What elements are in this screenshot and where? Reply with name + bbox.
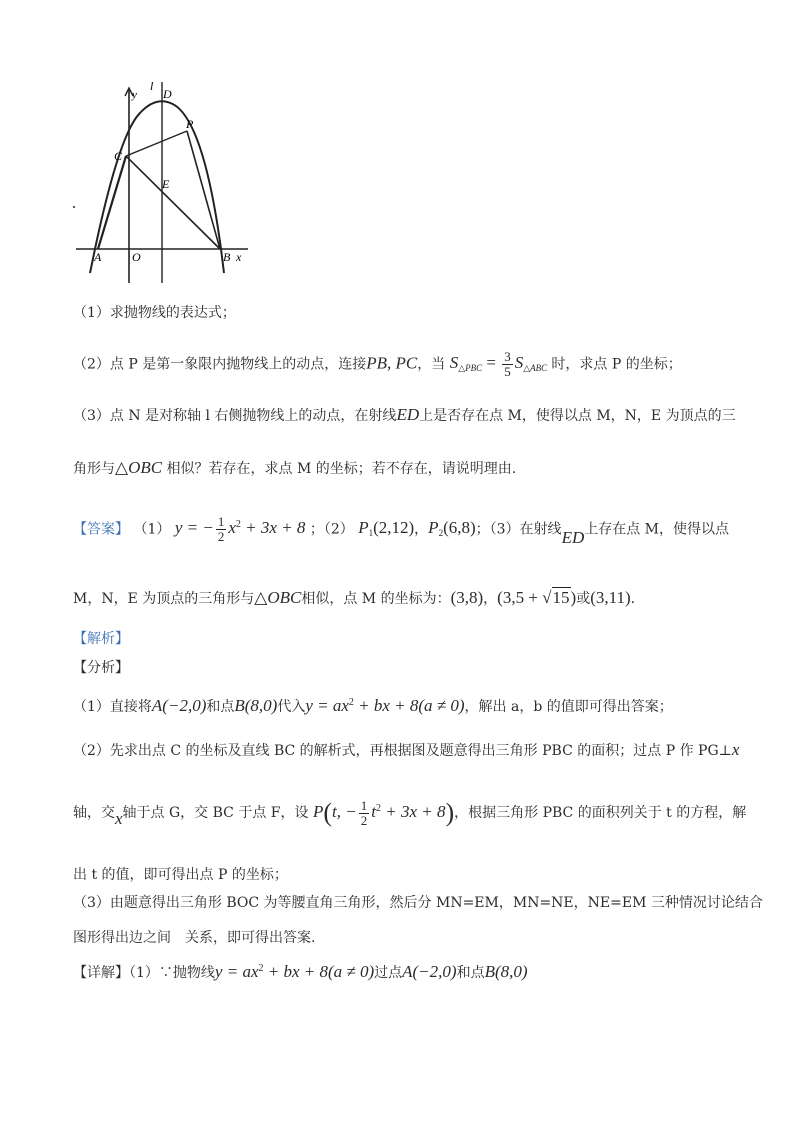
- label-x: x: [236, 250, 242, 264]
- answer-P1-sub: 1: [368, 528, 374, 539]
- answer-eq1-lhs: y = −: [174, 518, 214, 538]
- answer-eq1-tail: + 3x + 8: [240, 518, 306, 538]
- answer-P2-letter: P: [428, 518, 439, 538]
- answer-line2-mid: 相似，点 M 的坐标为：: [301, 591, 451, 607]
- q2-post: 时，求点 P 的坐标；: [551, 356, 682, 373]
- answer-m1: (3,8): [450, 588, 484, 607]
- q2-num: 3: [504, 349, 511, 364]
- question-3-line-1: [73, 405, 736, 425]
- answer-eq1: y = − $\frac{1}{2}$ $x^2 + 3x + 8$: [174, 514, 306, 544]
- detail-pass: 过点: [374, 965, 403, 981]
- answer-P2-sub: 2: [438, 528, 444, 539]
- answer-line-2: [73, 588, 635, 608]
- answer-or: 或: [576, 591, 591, 607]
- answer-P1-letter: P: [358, 518, 369, 538]
- detail-eq: y = ax: [214, 962, 259, 981]
- answer-end: .: [630, 591, 636, 607]
- analysis-2-line-1: [73, 740, 739, 760]
- a1-point-A: A(−2,0): [151, 696, 207, 715]
- a1-eq-tail: + bx + 8(a ≠ 0): [353, 696, 465, 715]
- analysis-tag: 【解析】: [73, 631, 129, 647]
- detail-line: [73, 962, 528, 982]
- question-2: [73, 350, 682, 379]
- detail-tag: 【详解】: [73, 965, 129, 981]
- a2-num: 1: [360, 797, 368, 813]
- q2-s1-sub: △PBC: [458, 363, 483, 374]
- answer-sep1: ；（2）: [309, 521, 354, 538]
- a1-equation: $y = ax^2$ + bx + 8(a ≠ 0): [305, 696, 465, 715]
- answer-P2: [428, 518, 475, 537]
- segment-PB: [187, 131, 220, 249]
- segment-CP: [126, 131, 187, 156]
- a2-line2-mid: 轴于点 G，交 BC 于点 F，设: [122, 804, 309, 821]
- answer-m2-sqrt: 15: [552, 588, 570, 607]
- question-3-line-2: [73, 458, 516, 478]
- a1-and: 和点: [206, 699, 235, 715]
- a1-pre: （1）直接将: [73, 699, 152, 715]
- answer-eq1-num: 1: [217, 514, 225, 529]
- analysis-3-line-1: （3）由题意得出三角形 BOC 为等腰直角三角形，然后分 MN=EM，MN=NE，NE=EM 三种情况讨论结合: [73, 895, 763, 911]
- answer-line2-pre: M，N，E 为顶点的三角形与: [73, 591, 255, 607]
- detail-eq-tail: + bx + 8(a ≠ 0): [263, 962, 375, 981]
- a2-x2: x: [115, 808, 123, 828]
- answer-P2-coord: (6,8): [443, 518, 476, 538]
- analysis-2-line-3: 出 t 的值，即可得出点 P 的坐标；: [73, 867, 288, 883]
- answer-P1-coord: (2,12): [373, 518, 415, 538]
- label-C: C: [114, 149, 123, 163]
- a2-frac: [359, 799, 370, 828]
- answer-triangle: △OBC: [254, 588, 302, 607]
- a1-point-B: B(8,0): [234, 696, 278, 715]
- a2-line2-pre: 轴，交: [73, 804, 115, 821]
- q3-line2-pre: 角形与: [73, 461, 115, 477]
- answer-m3: (3,11): [590, 588, 631, 607]
- a1-post: ，解出 a，b 的值即可得出答案；: [464, 699, 673, 715]
- detail-point-B: B(8,0): [484, 962, 528, 981]
- label-l: l: [150, 79, 154, 93]
- a2-t: t, −: [332, 801, 357, 821]
- answer-m2: (3,5 + √15): [497, 588, 577, 607]
- answer-p3-post: 上存在点 M，使得以点: [584, 521, 730, 538]
- parabola-curve: [95, 101, 224, 273]
- answer-P1: [358, 518, 414, 537]
- a2-t2: t: [371, 801, 376, 821]
- label-B: B: [223, 250, 231, 264]
- fenxi-tag: 【分析】: [73, 660, 129, 676]
- q3-triangle: △OBC: [115, 458, 163, 477]
- analysis-2-line-2: [73, 798, 746, 828]
- answer-line-1: [73, 514, 730, 548]
- a1-eq: y = ax: [305, 696, 349, 715]
- answer-c1: ，: [483, 591, 498, 607]
- answer-eq1-den: 2: [217, 529, 225, 544]
- q3-line2-post: 相似？若存在，求点 M 的坐标；若不存在，请说明理由.: [166, 461, 517, 477]
- a2-P: P: [312, 801, 324, 821]
- q2-segments: PB, PC: [366, 353, 418, 373]
- answer-m2-post: ): [570, 588, 577, 607]
- q2-fraction: [502, 350, 513, 379]
- analysis-3-line-2: 图形得出边之间 关系，即可得出答案.: [73, 930, 316, 946]
- label-P: P: [186, 117, 194, 131]
- answer-p1: （1）: [133, 521, 171, 538]
- a2-line2-post: ，根据三角形 PBC 的面积列关于 t 的方程，解: [454, 804, 747, 821]
- question-1: （1）求抛物线的表达式；: [73, 305, 236, 321]
- answer-tag: 【答案】: [73, 521, 129, 538]
- a2-line1: （2）先求出点 C 的坐标及直线 BC 的解析式，再根据图及题意得出三角形 PBC 的面积；过点 P 作 PG⊥: [73, 743, 732, 759]
- a2-point-expression: P(t, − $\frac{1}{2}$ $t^2 + 3x + 8$): [312, 797, 455, 828]
- detail-equation: $y = ax^2$ + bx + 8(a ≠ 0): [214, 962, 375, 981]
- q2-s2: S: [514, 353, 524, 373]
- answer-eq1-frac: [216, 515, 227, 544]
- detail-and: 和点: [456, 965, 485, 981]
- label-y: y: [132, 89, 137, 101]
- a2-den: 2: [360, 812, 368, 828]
- segment-AC: [98, 156, 126, 249]
- answer-comma: ，: [414, 521, 429, 538]
- a1-sub-in: 代入: [277, 699, 306, 715]
- label-O: O: [132, 250, 141, 264]
- answer-ray: ED: [561, 528, 585, 548]
- answer-eq1-x: x: [228, 518, 236, 538]
- answer-m2-pre: (3,5 +: [497, 588, 543, 607]
- q2-s1: S: [449, 353, 459, 373]
- analysis-1: [73, 696, 673, 716]
- parabola-figure: [70, 68, 260, 288]
- label-E: E: [162, 177, 170, 191]
- q2-area-expression: [449, 349, 552, 379]
- q2-s2-sub: △ABC: [523, 363, 548, 374]
- q3-line1-post: 上是否存在点 M，使得以点 M，N，E 为顶点的三: [419, 408, 736, 424]
- q2-when: ，当: [417, 356, 446, 373]
- a2-tail: + 3x + 8: [380, 801, 446, 821]
- q2-eq: =: [486, 353, 496, 373]
- q2-pre: （2）点 P 是第一象限内抛物线上的动点，连接: [73, 356, 367, 373]
- label-A: A: [94, 250, 102, 264]
- a2-x1: x: [731, 740, 740, 759]
- q3-ray: ED: [396, 405, 420, 424]
- answer-p3: ；（3）在射线: [475, 521, 562, 538]
- q2-den: 5: [504, 364, 511, 379]
- detail-pre: （1）∵抛物线: [129, 965, 215, 981]
- label-D: D: [163, 87, 172, 101]
- q3-line1-pre: （3）点 N 是对称轴 l 右侧抛物线上的动点，在射线: [73, 408, 397, 424]
- detail-point-A: A(−2,0): [402, 962, 457, 981]
